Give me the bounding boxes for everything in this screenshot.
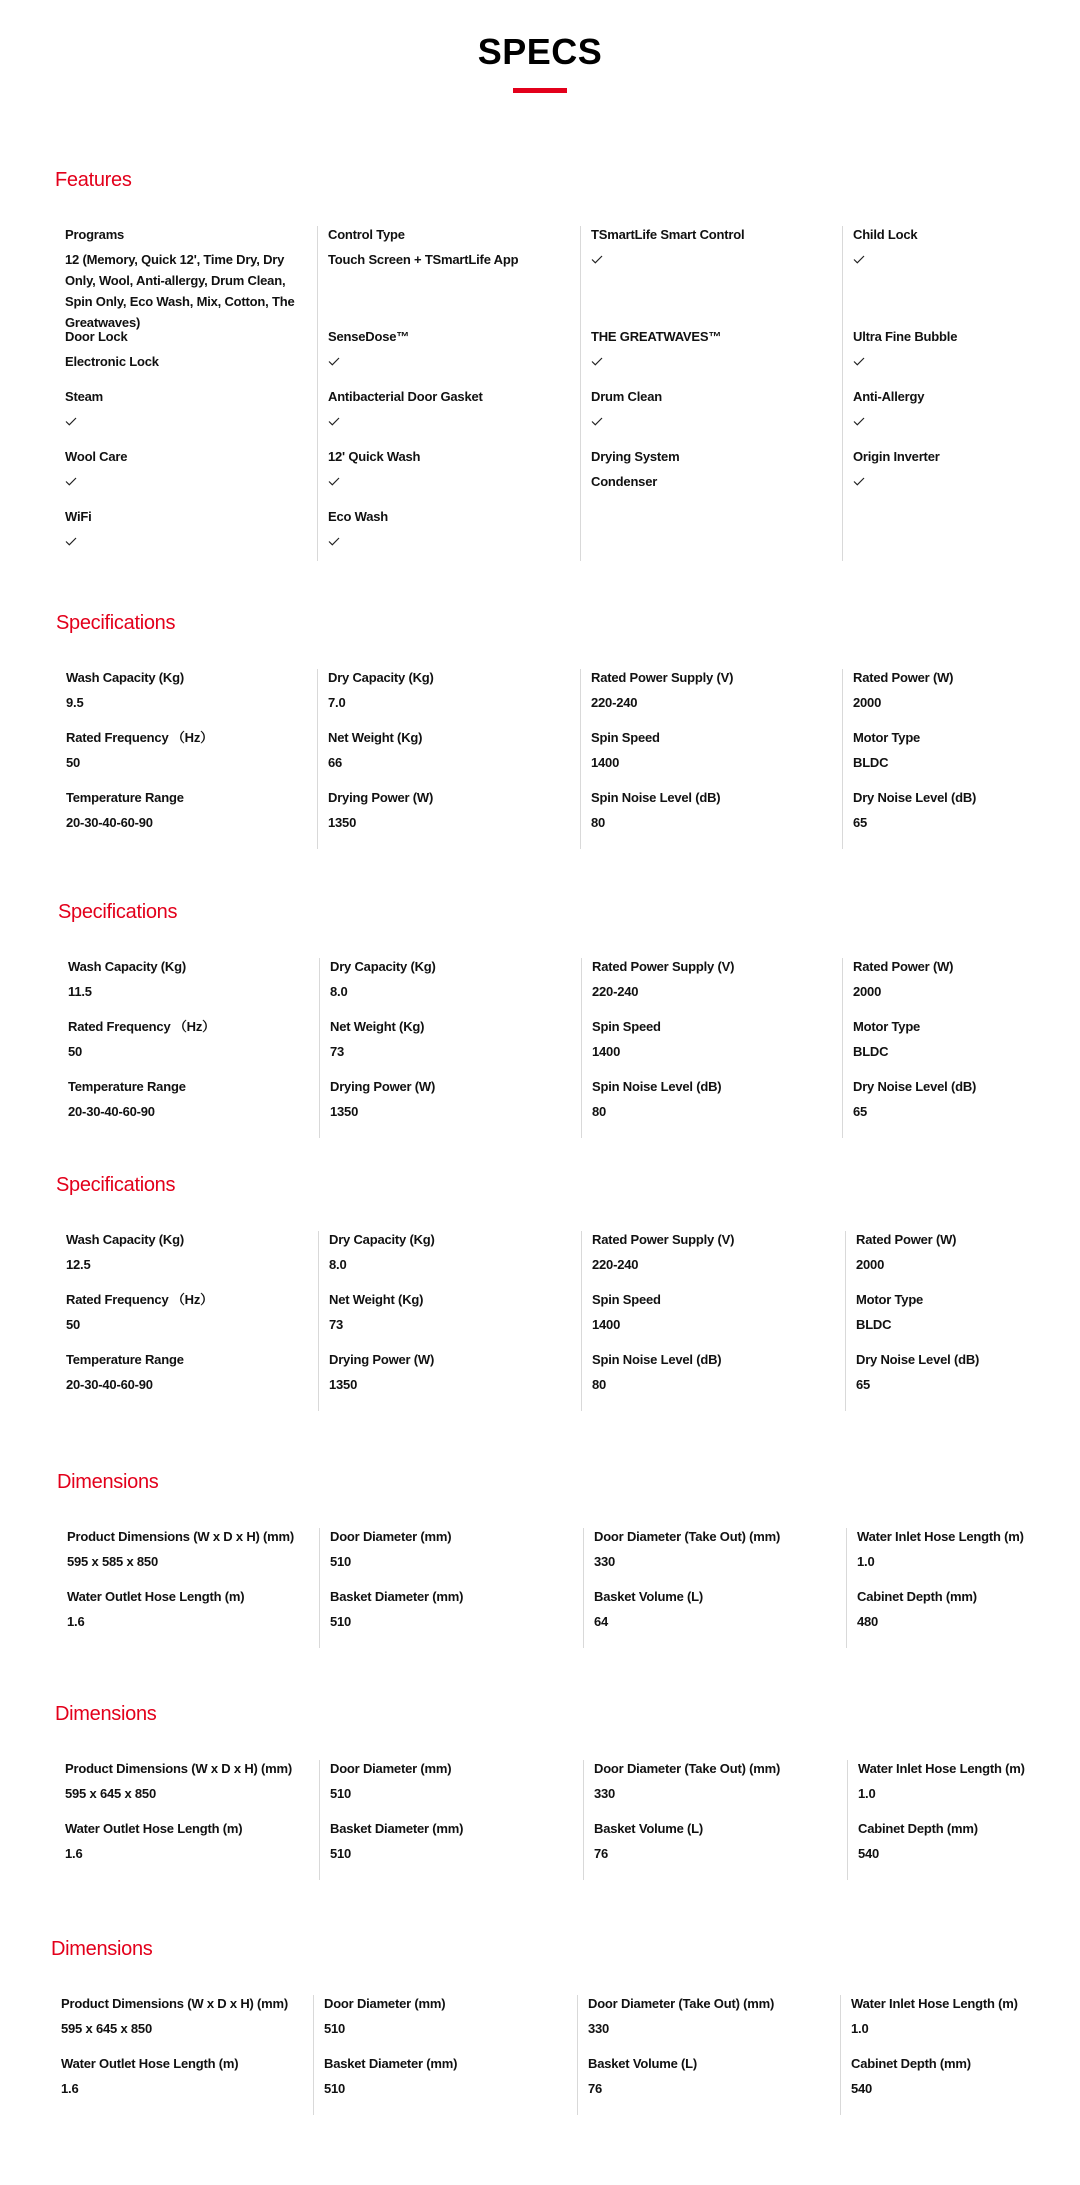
spec-item-rated-frequency-hz [58, 1018, 319, 1062]
spec-item-steam [55, 388, 317, 422]
section-title: Dimensions [51, 1938, 153, 1960]
spec-item-wool-care [55, 448, 317, 482]
spec-value: 11.5 [68, 984, 92, 999]
spec-value: 1.0 [858, 1786, 876, 1801]
spec-column [843, 226, 1075, 561]
spec-item-rated-power-supply-v [581, 669, 842, 713]
spec-value: 1.6 [67, 1614, 85, 1629]
spec-item-cabinet-depth-mm [848, 1820, 1075, 1864]
spec-value: 330 [594, 1786, 616, 1801]
spec-value: 510 [324, 2021, 346, 2036]
spec-label: Net Weight (Kg) [329, 1292, 424, 1307]
spec-label: Basket Diameter (mm) [324, 2056, 458, 2071]
spec-label: Origin Inverter [853, 449, 940, 464]
spec-item-basket-volume-l [584, 1588, 846, 1632]
spec-item-drying-power-w [319, 1351, 581, 1395]
spec-column [318, 226, 581, 561]
checkmark-icon [328, 353, 340, 362]
section-title: Specifications [56, 612, 176, 634]
spec-item-rated-power-supply-v [582, 1231, 845, 1275]
spec-label: Motor Type [853, 730, 921, 745]
spec-label: Door Diameter (Take Out) (mm) [594, 1761, 781, 1776]
spec-item-motor-type [846, 1291, 1076, 1335]
spec-label: Basket Diameter (mm) [330, 1589, 464, 1604]
spec-value: 540 [851, 2081, 873, 2096]
spec-item-door-diameter-mm [320, 1760, 583, 1804]
spec-label: Eco Wash [328, 509, 389, 524]
spec-item-12-quick-wash [318, 448, 580, 482]
spec-item-basket-volume-l [584, 1820, 847, 1864]
spec-item-spin-noise-level-db [582, 1351, 845, 1395]
spec-label: Product Dimensions (W x D x H) (mm) [61, 1996, 289, 2011]
spec-item-basket-diameter-mm [314, 2055, 577, 2099]
spec-item-wash-capacity-kg [56, 669, 317, 713]
features-section [55, 169, 1075, 524]
spec-label: Water Outlet Hose Length (m) [61, 2056, 239, 2071]
spec-label: Water Inlet Hose Length (m) [858, 1761, 1025, 1776]
spec-value: BLDC [853, 755, 889, 770]
spec-label: THE GREATWAVES™ [591, 329, 722, 344]
spec-item-water-outlet-hose-length-m [51, 2055, 313, 2099]
spec-item-motor-type [843, 729, 1076, 773]
spec-item-rated-power-w [843, 958, 1078, 1002]
spec-label: WiFi [65, 509, 92, 524]
spec-label: Spin Noise Level (dB) [591, 790, 721, 805]
spec-label: Cabinet Depth (mm) [858, 1821, 978, 1836]
spec-label: Door Diameter (Take Out) (mm) [588, 1996, 775, 2011]
spec-value: 20-30-40-60-90 [68, 1104, 155, 1119]
spec-label: Spin Speed [591, 730, 660, 745]
spec-label: Ultra Fine Bubble [853, 329, 958, 344]
spec-value: 220-240 [592, 984, 639, 999]
spec-label: Basket Volume (L) [594, 1589, 704, 1604]
spec-column [846, 1231, 1076, 1411]
spec-item-drying-power-w [318, 789, 580, 833]
spec-item-child-lock [843, 226, 1075, 260]
spec-item-wifi [55, 508, 317, 542]
spec-label: Door Diameter (mm) [330, 1529, 452, 1544]
spec-item-door-diameter-take-out-mm [584, 1760, 847, 1804]
dimensions-section [55, 1703, 1075, 1861]
spec-label: Water Outlet Hose Length (m) [67, 1589, 245, 1604]
specifications-section [56, 1174, 1076, 1392]
spec-column [320, 1760, 584, 1880]
spec-value: 65 [853, 815, 868, 830]
spec-column [582, 958, 843, 1138]
spec-value: 510 [330, 1786, 352, 1801]
spec-item-temperature-range [56, 789, 317, 833]
spec-label: Basket Volume (L) [588, 2056, 698, 2071]
spec-value: 1.6 [61, 2081, 79, 2096]
spec-value: 330 [588, 2021, 610, 2036]
spec-label: Spin Noise Level (dB) [592, 1079, 722, 1094]
spec-item-wash-capacity-kg [56, 1231, 318, 1275]
spec-value: 65 [856, 1377, 871, 1392]
spec-item-net-weight-kg [319, 1291, 581, 1335]
dimensions-section [51, 1938, 1071, 2096]
spec-column [319, 1231, 582, 1411]
spec-value: 80 [592, 1104, 607, 1119]
spec-label: Rated Frequency （Hz） [66, 1292, 213, 1307]
spec-item-drum-clean [581, 388, 842, 422]
spec-column [318, 669, 581, 849]
spec-label: Antibacterial Door Gasket [328, 389, 483, 404]
spec-label: Dry Capacity (Kg) [330, 959, 436, 974]
dimensions-section [57, 1471, 1077, 1629]
spec-item-door-diameter-mm [314, 1995, 577, 2039]
spec-item-ultra-fine-bubble [843, 328, 1075, 362]
spec-item-spin-speed [582, 1291, 845, 1335]
spec-item-spin-speed [582, 1018, 842, 1062]
spec-value: 540 [858, 1846, 880, 1861]
spec-label: Motor Type [853, 1019, 921, 1034]
checkmark-icon [65, 473, 77, 482]
spec-value: 65 [853, 1104, 868, 1119]
spec-column [581, 669, 843, 849]
spec-value: 2000 [853, 984, 882, 999]
spec-label: Basket Diameter (mm) [330, 1821, 464, 1836]
spec-value: BLDC [856, 1317, 892, 1332]
spec-value: 8.0 [329, 1257, 347, 1272]
spec-item-cabinet-depth-mm [847, 1588, 1077, 1632]
spec-item-eco-wash [318, 508, 580, 542]
spec-label: Door Diameter (mm) [324, 1996, 446, 2011]
spec-label: Rated Power Supply (V) [592, 1232, 735, 1247]
spec-item-cabinet-depth-mm [841, 2055, 1071, 2099]
spec-item-programs [55, 226, 317, 333]
spec-column [841, 1995, 1071, 2115]
checkmark-icon [591, 413, 603, 422]
spec-value: 330 [594, 1554, 616, 1569]
spec-value: 1400 [592, 1317, 621, 1332]
spec-label: Product Dimensions (W x D x H) (mm) [67, 1529, 295, 1544]
spec-label: Cabinet Depth (mm) [857, 1589, 977, 1604]
spec-column [848, 1760, 1075, 1880]
spec-value: 510 [324, 2081, 346, 2096]
spec-item-motor-type [843, 1018, 1078, 1062]
spec-column [320, 958, 582, 1138]
spec-label: Dry Noise Level (dB) [853, 790, 977, 805]
spec-column [56, 1231, 319, 1411]
spec-value: 1.6 [65, 1846, 83, 1861]
spec-value: Condenser [591, 474, 658, 489]
spec-label: Spin Speed [592, 1019, 661, 1034]
spec-label: Spin Noise Level (dB) [592, 1352, 722, 1367]
spec-column [581, 226, 843, 561]
checkmark-icon [853, 473, 865, 482]
spec-value: 20-30-40-60-90 [66, 815, 153, 830]
spec-column [578, 1995, 841, 2115]
spec-item-drying-power-w [320, 1078, 581, 1122]
spec-item-dry-noise-level-db [843, 1078, 1078, 1122]
spec-label: Temperature Range [66, 1352, 184, 1367]
spec-value: 1.0 [857, 1554, 875, 1569]
spec-value: 12 (Memory, Quick 12', Time Dry, Dry Only, Wool, Anti-allergy, Drum Clean, Spin Only, Eco Wash, Mix, Cotton, The Greatwaves) [65, 252, 295, 330]
spec-item-rated-frequency-hz [56, 729, 317, 773]
spec-label: Rated Power (W) [856, 1232, 957, 1247]
spec-label: Temperature Range [68, 1079, 186, 1094]
spec-item-door-diameter-take-out-mm [584, 1528, 846, 1572]
spec-item-tsmartlife-smart-control [581, 226, 842, 260]
spec-item-water-outlet-hose-length-m [57, 1588, 319, 1632]
spec-label: Dry Capacity (Kg) [329, 1232, 435, 1247]
spec-item-spin-speed [581, 729, 842, 773]
spec-item-rated-power-w [846, 1231, 1076, 1275]
section-title: Specifications [56, 1174, 176, 1196]
spec-label: Dry Capacity (Kg) [328, 670, 434, 685]
spec-column [843, 958, 1078, 1138]
spec-item-dry-capacity-kg [318, 669, 580, 713]
spec-label: Drying Power (W) [328, 790, 434, 805]
spec-label: Rated Power Supply (V) [591, 670, 734, 685]
spec-item-dry-noise-level-db [846, 1351, 1076, 1395]
spec-label: TSmartLife Smart Control [591, 227, 745, 242]
spec-label: Door Diameter (Take Out) (mm) [594, 1529, 781, 1544]
spec-value: Touch Screen + TSmartLife App [328, 252, 519, 267]
spec-label: Door Diameter (mm) [330, 1761, 452, 1776]
spec-label: Wool Care [65, 449, 128, 464]
spec-item-dry-capacity-kg [320, 958, 581, 1002]
spec-item-temperature-range [56, 1351, 318, 1395]
spec-column [55, 1760, 320, 1880]
checkmark-icon [591, 251, 603, 260]
spec-column [55, 226, 318, 561]
spec-column [314, 1995, 578, 2115]
section-title: Specifications [58, 901, 178, 923]
spec-column [847, 1528, 1077, 1648]
spec-item-wash-capacity-kg [58, 958, 319, 1002]
spec-item-product-dimensions-w-x-d-x-h-mm [57, 1528, 319, 1572]
spec-label: Steam [65, 389, 104, 404]
spec-item-anti-allergy [843, 388, 1075, 422]
spec-item-spin-noise-level-db [582, 1078, 842, 1122]
section-title: Dimensions [57, 1471, 159, 1493]
spec-value: 1400 [591, 755, 620, 770]
spec-value: 76 [588, 2081, 603, 2096]
spec-label: Drying System [591, 449, 680, 464]
spec-value: 595 x 645 x 850 [61, 2021, 152, 2036]
spec-value: 76 [594, 1846, 609, 1861]
spec-column [57, 1528, 320, 1648]
title-underline [513, 88, 567, 93]
spec-value: 50 [66, 1317, 81, 1332]
spec-value: 64 [594, 1614, 609, 1629]
checkmark-icon [328, 413, 340, 422]
spec-value: 50 [68, 1044, 83, 1059]
spec-item-water-inlet-hose-length-m [841, 1995, 1071, 2039]
spec-label: Net Weight (Kg) [328, 730, 423, 745]
spec-item-rated-power-w [843, 669, 1076, 713]
spec-label: Dry Noise Level (dB) [856, 1352, 980, 1367]
spec-value: 595 x 645 x 850 [65, 1786, 156, 1801]
spec-value: 80 [591, 815, 606, 830]
spec-item-net-weight-kg [320, 1018, 581, 1062]
spec-item-product-dimensions-w-x-d-x-h-mm [51, 1995, 313, 2039]
spec-value: 12.5 [66, 1257, 91, 1272]
spec-value: 7.0 [328, 695, 346, 710]
spec-value: 510 [330, 1554, 352, 1569]
spec-label: Drum Clean [591, 389, 662, 404]
spec-label: Basket Volume (L) [594, 1821, 704, 1836]
spec-value: 1350 [329, 1377, 358, 1392]
spec-label: Rated Power Supply (V) [592, 959, 735, 974]
spec-item-rated-frequency-hz [56, 1291, 318, 1335]
specifications-section [58, 901, 1078, 1119]
spec-item-door-diameter-take-out-mm [578, 1995, 840, 2039]
spec-label: Net Weight (Kg) [330, 1019, 425, 1034]
spec-item-rated-power-supply-v [582, 958, 842, 1002]
spec-value: 1400 [592, 1044, 621, 1059]
spec-value: Electronic Lock [65, 354, 159, 369]
spec-value: 1350 [328, 815, 357, 830]
spec-item-dry-noise-level-db [843, 789, 1076, 833]
spec-value: 2000 [856, 1257, 885, 1272]
spec-value: 9.5 [66, 695, 84, 710]
spec-label: Door Lock [65, 329, 128, 344]
spec-label: Programs [65, 227, 125, 242]
spec-label: Dry Noise Level (dB) [853, 1079, 977, 1094]
spec-item-basket-diameter-mm [320, 1588, 583, 1632]
spec-value: 73 [329, 1317, 344, 1332]
spec-value: 66 [328, 755, 343, 770]
spec-label: Spin Speed [592, 1292, 661, 1307]
spec-item-water-inlet-hose-length-m [848, 1760, 1075, 1804]
spec-item-water-outlet-hose-length-m [55, 1820, 319, 1864]
spec-label: SenseDose™ [328, 329, 410, 344]
spec-item-water-inlet-hose-length-m [847, 1528, 1077, 1572]
spec-item-product-dimensions-w-x-d-x-h-mm [55, 1760, 319, 1804]
spec-value: 8.0 [330, 984, 348, 999]
spec-label: Control Type [328, 227, 405, 242]
spec-label: Wash Capacity (Kg) [66, 670, 184, 685]
spec-label: Cabinet Depth (mm) [851, 2056, 971, 2071]
page-title: SPECS [477, 31, 603, 72]
spec-label: Drying Power (W) [329, 1352, 435, 1367]
spec-value: 73 [330, 1044, 345, 1059]
spec-item-control-type [318, 226, 580, 270]
spec-label: Wash Capacity (Kg) [68, 959, 186, 974]
spec-label: Water Outlet Hose Length (m) [65, 1821, 243, 1836]
spec-column [582, 1231, 846, 1411]
spec-value: 2000 [853, 695, 882, 710]
section-title: Dimensions [55, 1703, 157, 1725]
checkmark-icon [328, 533, 340, 542]
section-title: Features [55, 169, 132, 191]
spec-item-dry-capacity-kg [319, 1231, 581, 1275]
checkmark-icon [853, 353, 865, 362]
spec-item-antibacterial-door-gasket [318, 388, 580, 422]
spec-column [584, 1760, 848, 1880]
checkmark-icon [328, 473, 340, 482]
spec-value: 50 [66, 755, 81, 770]
spec-value: 220-240 [591, 695, 638, 710]
spec-column [56, 669, 318, 849]
spec-item-drying-system [581, 448, 842, 492]
spec-value: 510 [330, 1614, 352, 1629]
spec-label: Wash Capacity (Kg) [66, 1232, 184, 1247]
spec-column [58, 958, 320, 1138]
spec-item-basket-diameter-mm [320, 1820, 583, 1864]
spec-label: Rated Frequency （Hz） [66, 730, 213, 745]
page-header [0, 31, 1080, 93]
spec-value: 20-30-40-60-90 [66, 1377, 153, 1392]
spec-label: Rated Power (W) [853, 670, 954, 685]
spec-label: Temperature Range [66, 790, 184, 805]
spec-label: Water Inlet Hose Length (m) [851, 1996, 1018, 2011]
spec-label: Rated Power (W) [853, 959, 954, 974]
spec-label: 12' Quick Wash [328, 449, 421, 464]
spec-item-origin-inverter [843, 448, 1075, 482]
spec-label: Motor Type [856, 1292, 924, 1307]
spec-item-basket-volume-l [578, 2055, 840, 2099]
spec-label: Child Lock [853, 227, 918, 242]
spec-item-net-weight-kg [318, 729, 580, 773]
spec-column [843, 669, 1076, 849]
spec-value: 510 [330, 1846, 352, 1861]
spec-label: Rated Frequency （Hz） [68, 1019, 215, 1034]
checkmark-icon [853, 251, 865, 260]
spec-value: BLDC [853, 1044, 889, 1059]
spec-column [51, 1995, 314, 2115]
spec-value: 1350 [330, 1104, 359, 1119]
spec-item-spin-noise-level-db [581, 789, 842, 833]
spec-value: 80 [592, 1377, 607, 1392]
spec-label: Water Inlet Hose Length (m) [857, 1529, 1024, 1544]
spec-value: 480 [857, 1614, 879, 1629]
spec-column [320, 1528, 584, 1648]
spec-item-door-lock [55, 328, 317, 372]
spec-item-sensedose [318, 328, 580, 362]
specifications-section [56, 612, 1076, 830]
checkmark-icon [65, 413, 77, 422]
checkmark-icon [65, 533, 77, 542]
spec-label: Anti-Allergy [853, 389, 925, 404]
spec-value: 1.0 [851, 2021, 869, 2036]
spec-label: Drying Power (W) [330, 1079, 436, 1094]
spec-label: Product Dimensions (W x D x H) (mm) [65, 1761, 293, 1776]
checkmark-icon [853, 413, 865, 422]
spec-value: 220-240 [592, 1257, 639, 1272]
spec-item-the-greatwaves [581, 328, 842, 362]
checkmark-icon [591, 353, 603, 362]
spec-item-temperature-range [58, 1078, 319, 1122]
spec-item-door-diameter-mm [320, 1528, 583, 1572]
spec-column [584, 1528, 847, 1648]
spec-value: 595 x 585 x 850 [67, 1554, 158, 1569]
